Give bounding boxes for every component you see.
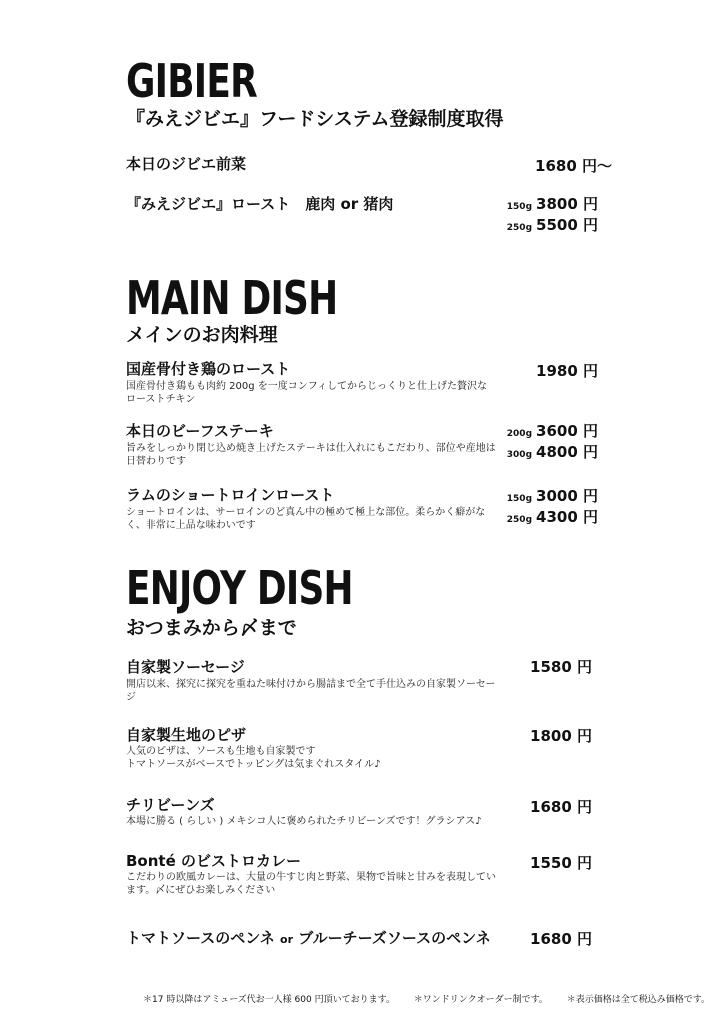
weight-label: 300g bbox=[506, 450, 533, 460]
enjoy-dish-title: ENJOY DISH bbox=[126, 561, 353, 615]
main-item-desc: 旨みをしっかり閉じ込め焼き上げたステーキは仕入れにもこだわり、部位や産地は日替わりです bbox=[126, 443, 496, 467]
main-dish-title: MAIN DISH bbox=[126, 271, 338, 325]
main-item-desc: 国産骨付き鶏もも肉約 200g を一度コンフィしてからじっくりと仕上げた贅沢なローストチキン bbox=[126, 381, 487, 405]
enjoy-item-name: 自家製ソーセージ bbox=[126, 658, 245, 676]
footer-notes bbox=[143, 992, 724, 1005]
enjoy-item-price: 1800 円 bbox=[530, 727, 592, 745]
price-value: 3600 円 bbox=[536, 422, 598, 440]
main-item-desc: ショートロインは、サーロインのど真ん中の極めて極上な部位。柔らかく癖がなく、非常に上品な味わいです bbox=[126, 507, 486, 531]
main-item-name: ラムのショートロインロースト bbox=[126, 486, 335, 504]
gibier-item-name: 『みえジビエ』ロースト 鹿肉 or 猪肉 bbox=[126, 195, 394, 213]
enjoy-item-name-penne bbox=[126, 927, 491, 948]
price-line bbox=[507, 506, 598, 527]
weight-label: 150g bbox=[506, 494, 533, 504]
enjoy-item-price: 1550 円 bbox=[530, 854, 592, 872]
enjoy-item-price: 1580 円 bbox=[530, 658, 592, 676]
weight-label: 150g bbox=[506, 202, 533, 212]
price-line bbox=[507, 485, 598, 506]
price-value: 4800 円 bbox=[536, 443, 598, 461]
gibier-item-name: 本日のジビエ前菜 bbox=[126, 155, 247, 173]
enjoy-item-name: チリビーンズ bbox=[126, 796, 215, 814]
enjoy-item-desc: 開店以来、探究に探究を重ねた味付けから腸詰まで全て手仕込みの自家製ソーセージ bbox=[126, 679, 496, 703]
main-item-prices bbox=[507, 420, 598, 462]
penne-tomato-label: トマトソースのペンネ bbox=[126, 929, 275, 947]
enjoy-item-price: 1680 円 bbox=[530, 798, 592, 816]
price-value: 3800 円 bbox=[536, 195, 598, 213]
price-line bbox=[507, 420, 598, 441]
enjoy-item-price: 1680 円 bbox=[530, 930, 592, 948]
price-value: 3000 円 bbox=[536, 487, 598, 505]
enjoy-item-desc: 人気のピザは、ソースも生地も自家製です トマトソースがベースでトッピングは気まぐれスタイル♪ bbox=[126, 746, 381, 770]
enjoy-item-desc: 本場に勝る ( らしい ) メキシコ人に褒められたチリビーンズです！グラシアス♪ bbox=[126, 816, 482, 827]
enjoy-item-desc: こだわりの欧風カレーは、大量の牛すじ肉と野菜、果物で旨味と甘みを表現しています。〆にぜひお楽しみください bbox=[126, 872, 496, 896]
footer-note-tax: ＊表示価格は全て税込み価格です。 bbox=[566, 995, 711, 1005]
gibier-subtitle: 『みえジビエ』フードシステム登録制度取得 bbox=[126, 108, 504, 130]
gibier-item-price: 1680 円～ bbox=[535, 157, 612, 175]
enjoy-item-name: 自家製生地のピザ bbox=[126, 726, 247, 744]
footer-note-amuse: ＊17 時以降はアミューズ代お一人様 600 円頂いております。 bbox=[143, 995, 395, 1005]
price-line bbox=[507, 214, 598, 235]
gibier-item-prices bbox=[507, 193, 598, 235]
price-value: 4300 円 bbox=[536, 508, 598, 526]
or-label: or bbox=[280, 933, 294, 946]
enjoy-item-name: Bonté のビストロカレー bbox=[126, 852, 301, 870]
main-item-name: 本日のビーフステーキ bbox=[126, 422, 274, 440]
footer-note-drink: ＊ワンドリンクオーダー制です。 bbox=[413, 995, 548, 1005]
weight-label: 250g bbox=[506, 515, 533, 525]
penne-bluecheese-label: ブルーチーズソースのペンネ bbox=[298, 929, 491, 947]
price-line bbox=[507, 441, 598, 462]
weight-label: 250g bbox=[506, 223, 533, 233]
gibier-title: GIBIER bbox=[126, 54, 257, 108]
main-item-price: 1980 円 bbox=[536, 362, 598, 380]
weight-label: 200g bbox=[506, 429, 533, 439]
main-item-prices bbox=[507, 485, 598, 527]
price-value: 5500 円 bbox=[536, 216, 598, 234]
price-line bbox=[507, 193, 598, 214]
enjoy-dish-subtitle: おつまみから〆まで bbox=[126, 617, 297, 639]
main-dish-subtitle: メインのお肉料理 bbox=[126, 324, 278, 346]
main-item-name: 国産骨付き鶏のロースト bbox=[126, 360, 291, 378]
